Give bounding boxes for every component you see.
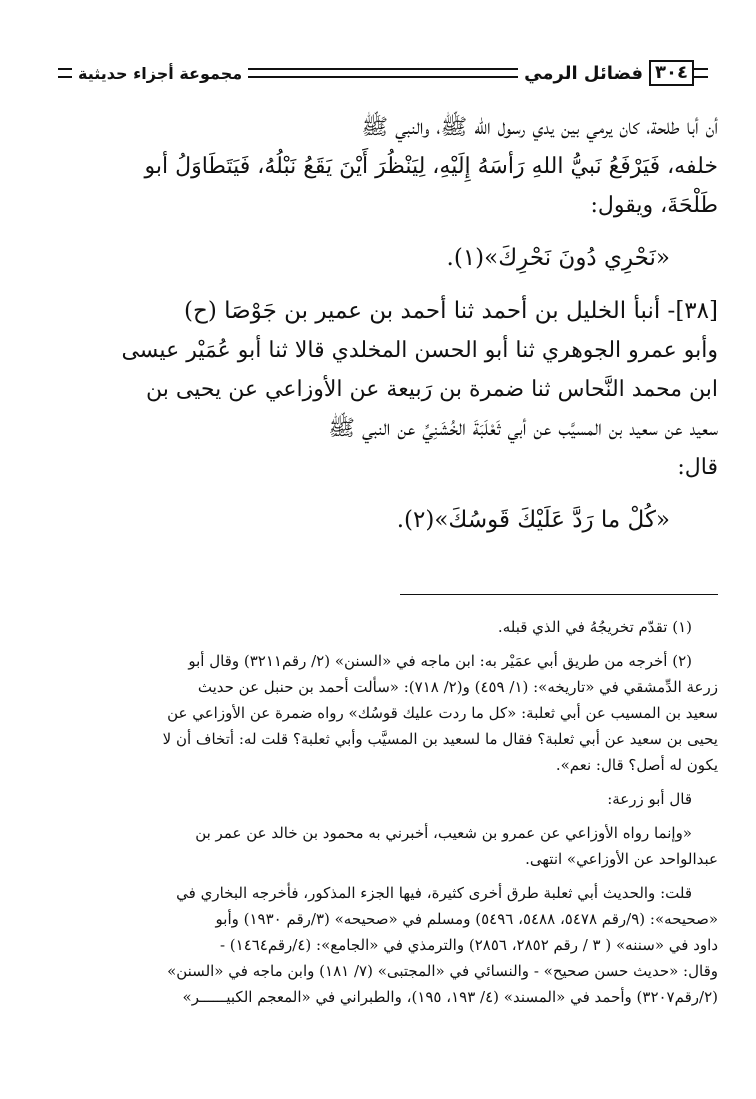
body-line: طَلْحَةَ، ويقول: [590, 193, 718, 218]
conclusion-line: وقال: «حديث حسن صحيح» - والنسائي في «المجتبى» (٧/ ١٨١) وابن ماجه في «السنن» [167, 962, 718, 980]
header-ornament-left [58, 68, 72, 78]
abu-zura-quote: عبدالواحد عن الأوزاعي» انتهى. [525, 850, 718, 868]
conclusion-line: (٢/رقم٣٢٠٧) وأحمد في «المسند» (٤/ ١٩٣، ١٩٥)، والطبراني في «المعجم الكبيــــــر» [182, 988, 718, 1006]
page-header [58, 56, 708, 90]
hadith-line: وأبو عمرو الجوهري ثنا أبو الحسن المخلدي قالا ثنا أبو عُمَيْر عيسى [121, 338, 718, 363]
conclusion-line: «صحيحه»: (٩/رقم ٥٤٧٨، ٥٤٨٨، ٥٤٩٦) ومسلم في «صحيحه» (٣/رقم ١٩٣٠) وأبو [215, 910, 718, 928]
hadith-line: [٣٨]- أنبأ الخليل بن أحمد ثنا أحمد بن عمير بن جَوْصَا (ح) [184, 298, 718, 324]
header-rule [248, 68, 518, 78]
footnotes [60, 614, 718, 1010]
body-line: خلفه، فَيَرْفَعُ نَبيُّ اللهِ رَأسَهُ إِلَيْهِ، لِيَنْظُرَ أَيْنَ يَقَعُ نَبْلُهُ، فَيَتَطَاوَلُ أبو [144, 154, 718, 179]
quote-line: «كُلْ ما رَدَّ عَلَيْكَ قَوسُكَ»(٢). [396, 507, 670, 533]
abu-zura-label: قال أبو زرعة: [607, 790, 692, 808]
hadith-line: ابن محمد النَّحاس ثنا ضمرة بن رَبيعة عن الأوزاعي عن يحيى بن [146, 377, 718, 402]
body-line: أن أبا طلحة، كان يرمي بين يدي رسول الله ﷺ، والنبي ﷺ [361, 115, 718, 140]
footnote-2-line: يحيى بن سعيد عن أبي ثعلبة؟ فقال ما لسعيد بن المسيَّب وأبي ثعلبة؟ قلت له: أتخاف أن لا [162, 730, 718, 748]
book-title: فضائل الرمي [524, 62, 644, 84]
footnote-1: (١) تقدّم تخريجُهُ في الذي قبله. [497, 618, 692, 636]
series-title: مجموعة أجزاء حديثية [78, 63, 243, 83]
main-text [58, 108, 718, 540]
footnote-2-line: زرعة الدِّمشقي في «تاريخه»: (١/ ٤٥٩) و(٢/ ٧١٨): «سألت أحمد بن حنبل عن حديث [197, 678, 718, 696]
header-ornament-right [694, 68, 708, 78]
conclusion-line: داود في «سننه» ( ٣ / رقم ٢٨٥٢، ٢٨٥٦) والترمذي في «الجامع»: (٤/رقم١٤٦٤) - [219, 936, 718, 954]
footnote-2-line: (٢) أخرجه من طريق أبي عمَيْر به: ابن ماجه في «السنن» (٢/ رقم٣٢١١) وقال أبو [188, 652, 692, 670]
abu-zura-quote: «وإنما رواه الأوزاعي عن عمرو بن شعيب، أخبرني به محمود بن خالد عن عمر بن [195, 824, 692, 842]
conclusion-line: قلت: والحديث أبي ثعلبة طرق أخرى كثيرة، فيها الجزء المذكور، فأخرجه البخاري في [176, 884, 692, 902]
page-number: ٣٠٤ [649, 60, 694, 86]
footnote-2-line: سعيد بن المسيب عن أبي ثعلبة: «كل ما ردت عليك قوسُك» رواه ضمرة عن الأوزاعي عن [167, 704, 718, 722]
hadith-line: قال: [677, 455, 718, 480]
hadith-line: سعيد عن سعيد بن المسيَّب عن أبي ثَعْلَبَةَ الخُشَنِيِّ عن النبي ﷺ [328, 416, 718, 441]
quote-line: «نَحْرِي دُونَ نَحْرِكَ»(١). [446, 245, 670, 271]
footnote-2-line: يكون له أصل؟ قال: نعم». [555, 756, 718, 774]
footnote-separator [400, 594, 718, 595]
